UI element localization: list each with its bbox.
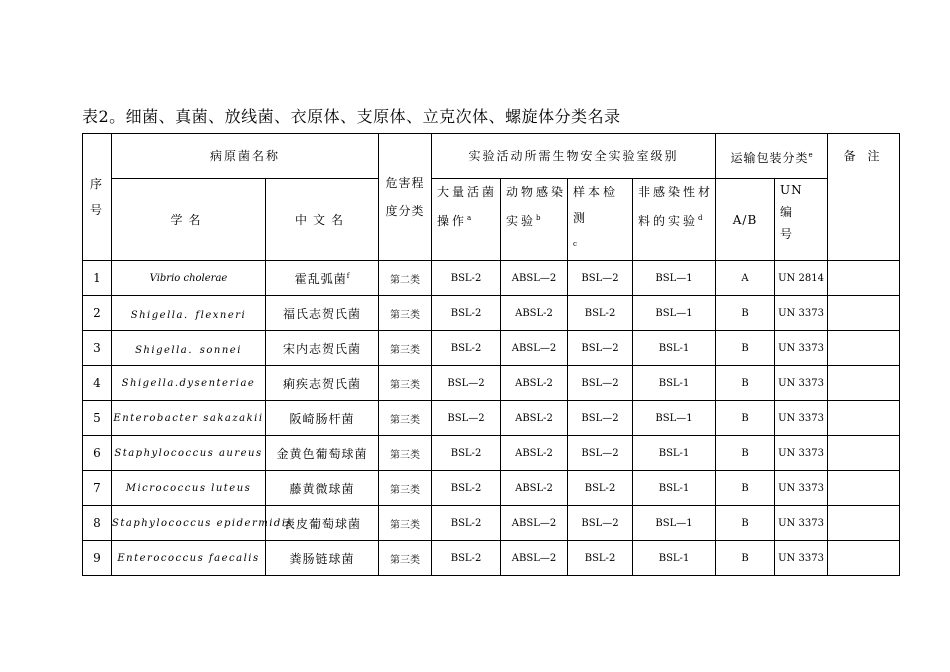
animal-experiment-level: ABSL-2 (501, 296, 568, 331)
mass-culture-level: BSL-2 (432, 331, 501, 366)
header-seq: 序 号 (83, 134, 112, 261)
mass-culture-level: BSL-2 (432, 506, 501, 541)
header-noninfectious: 非感染性材 料的实验$^d$ (633, 179, 716, 261)
header-pathogen-name: 病原菌名称 (112, 134, 379, 179)
animal-experiment-level: ABSL—2 (501, 331, 568, 366)
hazard-class: 第二类 (379, 261, 432, 296)
noninfectious-level: BSL-1 (633, 471, 716, 506)
chinese-name: 阪崎肠杆菌 (266, 401, 379, 436)
table-row (83, 401, 900, 436)
noninfectious-level: BSL-1 (633, 541, 716, 576)
scientific-name: Enterobacter sakazakii (112, 401, 266, 436)
mass-culture-level: BSL-2 (432, 261, 501, 296)
transport-ab: B (716, 401, 775, 436)
table-row (83, 366, 900, 401)
row-number: 3 (83, 331, 112, 366)
hazard-class: 第三类 (379, 401, 432, 436)
un-number: UN 3373 (775, 506, 828, 541)
noninfectious-level: BSL-1 (633, 436, 716, 471)
header-mass-culture: 大量活菌 操作$^a$ (432, 179, 501, 261)
mass-culture-level: BSL-2 (432, 471, 501, 506)
un-number: UN 3373 (775, 436, 828, 471)
animal-experiment-level: ABSL-2 (501, 366, 568, 401)
noninfectious-level: BSL—1 (633, 261, 716, 296)
transport-ab: B (716, 331, 775, 366)
header-sci-name: 学名 (112, 179, 266, 261)
table-row (83, 436, 900, 471)
chinese-name: 霍乱弧菌$^f$ (266, 261, 379, 296)
mass-culture-level: BSL-2 (432, 436, 501, 471)
table-row (83, 296, 900, 331)
remark (828, 471, 900, 506)
mass-culture-level: BSL-2 (432, 296, 501, 331)
transport-ab: B (716, 296, 775, 331)
mass-culture-level: BSL—2 (432, 401, 501, 436)
remark (828, 261, 900, 296)
un-number: UN 2814 (775, 261, 828, 296)
header-animal-experiment: 动物感染 实验$^b$ (501, 179, 568, 261)
noninfectious-level: BSL—1 (633, 401, 716, 436)
row-number: 9 (83, 541, 112, 576)
header-un-number: UN 编 号 (775, 179, 828, 261)
chinese-name: 痢疾志贺氏菌 (266, 366, 379, 401)
transport-ab: B (716, 541, 775, 576)
scientific-name: Micrococcus luteus (112, 471, 266, 506)
remark (828, 401, 900, 436)
hazard-class: 第三类 (379, 506, 432, 541)
table-row (83, 506, 900, 541)
row-number: 1 (83, 261, 112, 296)
un-number: UN 3373 (775, 471, 828, 506)
chinese-name: 宋内志贺氏菌 (266, 331, 379, 366)
hazard-class: 第三类 (379, 471, 432, 506)
pathogen-table (82, 133, 900, 576)
un-number: UN 3373 (775, 296, 828, 331)
remark (828, 436, 900, 471)
hazard-class: 第三类 (379, 366, 432, 401)
animal-experiment-level: ABSL—2 (501, 506, 568, 541)
sample-detection-level: BSL-2 (568, 541, 633, 576)
sample-detection-level: BSL—2 (568, 331, 633, 366)
scientific-name: Vibrio cholerae (112, 261, 266, 296)
hazard-class: 第三类 (379, 436, 432, 471)
remark (828, 541, 900, 576)
noninfectious-level: BSL-1 (633, 331, 716, 366)
transport-ab: B (716, 436, 775, 471)
transport-ab: B (716, 471, 775, 506)
header-ab: A/B (716, 179, 775, 261)
row-number: 7 (83, 471, 112, 506)
header-sample-detection: 样本检测 $^c$ (568, 179, 633, 261)
row-number: 8 (83, 506, 112, 541)
chinese-name: 金黄色葡萄球菌 (266, 436, 379, 471)
table-row (83, 541, 900, 576)
animal-experiment-level: ABSL—2 (501, 541, 568, 576)
hazard-class: 第三类 (379, 331, 432, 366)
noninfectious-level: BSL—1 (633, 296, 716, 331)
sample-detection-level: BSL-2 (568, 296, 633, 331)
row-number: 4 (83, 366, 112, 401)
remark (828, 506, 900, 541)
header-transport: 运输包装分类$^e$ (716, 134, 828, 179)
hazard-class: 第三类 (379, 541, 432, 576)
hazard-class: 第三类 (379, 296, 432, 331)
table-caption: 表2。细菌、真菌、放线菌、衣原体、支原体、立克次体、螺旋体分类名录 (82, 107, 621, 126)
un-number: UN 3373 (775, 331, 828, 366)
row-number: 6 (83, 436, 112, 471)
sample-detection-level: BSL—2 (568, 261, 633, 296)
un-number: UN 3373 (775, 366, 828, 401)
transport-ab: B (716, 506, 775, 541)
header-lab-level: 实验活动所需生物安全实验室级别 (432, 134, 716, 179)
scientific-name: Shigella.dysenteriae (112, 366, 266, 401)
sample-detection-level: BSL—2 (568, 366, 633, 401)
chinese-name: 粪肠链球菌 (266, 541, 379, 576)
mass-culture-level: BSL—2 (432, 366, 501, 401)
transport-ab: A (716, 261, 775, 296)
sample-detection-level: BSL—2 (568, 436, 633, 471)
scientific-name: Shigella．flexneri (112, 296, 266, 331)
scientific-name: Shigella．sonnei (112, 331, 266, 366)
animal-experiment-level: ABSL-2 (501, 401, 568, 436)
table-row (83, 471, 900, 506)
header-cn-name: 中文名 (266, 179, 379, 261)
chinese-name: 福氏志贺氏菌 (266, 296, 379, 331)
animal-experiment-level: ABSL—2 (501, 261, 568, 296)
row-number: 2 (83, 296, 112, 331)
scientific-name: Staphylococcus epidermidis (112, 506, 266, 541)
header-hazard-class: 危害程 度分类 (379, 134, 432, 261)
row-number: 5 (83, 401, 112, 436)
sample-detection-level: BSL—2 (568, 506, 633, 541)
animal-experiment-level: ABSL-2 (501, 471, 568, 506)
sample-detection-level: BSL-2 (568, 471, 633, 506)
scientific-name: Enterococcus faecalis (112, 541, 266, 576)
table-row (83, 261, 900, 296)
table-row (83, 331, 900, 366)
transport-ab: B (716, 366, 775, 401)
un-number: UN 3373 (775, 401, 828, 436)
animal-experiment-level: ABSL-2 (501, 436, 568, 471)
chinese-name: 表皮葡萄球菌 (266, 506, 379, 541)
noninfectious-level: BSL-1 (633, 366, 716, 401)
remark (828, 296, 900, 331)
un-number: UN 3373 (775, 541, 828, 576)
remark (828, 331, 900, 366)
chinese-name: 藤黄微球菌 (266, 471, 379, 506)
noninfectious-level: BSL—1 (633, 506, 716, 541)
remark (828, 366, 900, 401)
mass-culture-level: BSL-2 (432, 541, 501, 576)
header-remark: 备 注 (828, 134, 900, 261)
scientific-name: Staphylococcus aureus (112, 436, 266, 471)
sample-detection-level: BSL—2 (568, 401, 633, 436)
